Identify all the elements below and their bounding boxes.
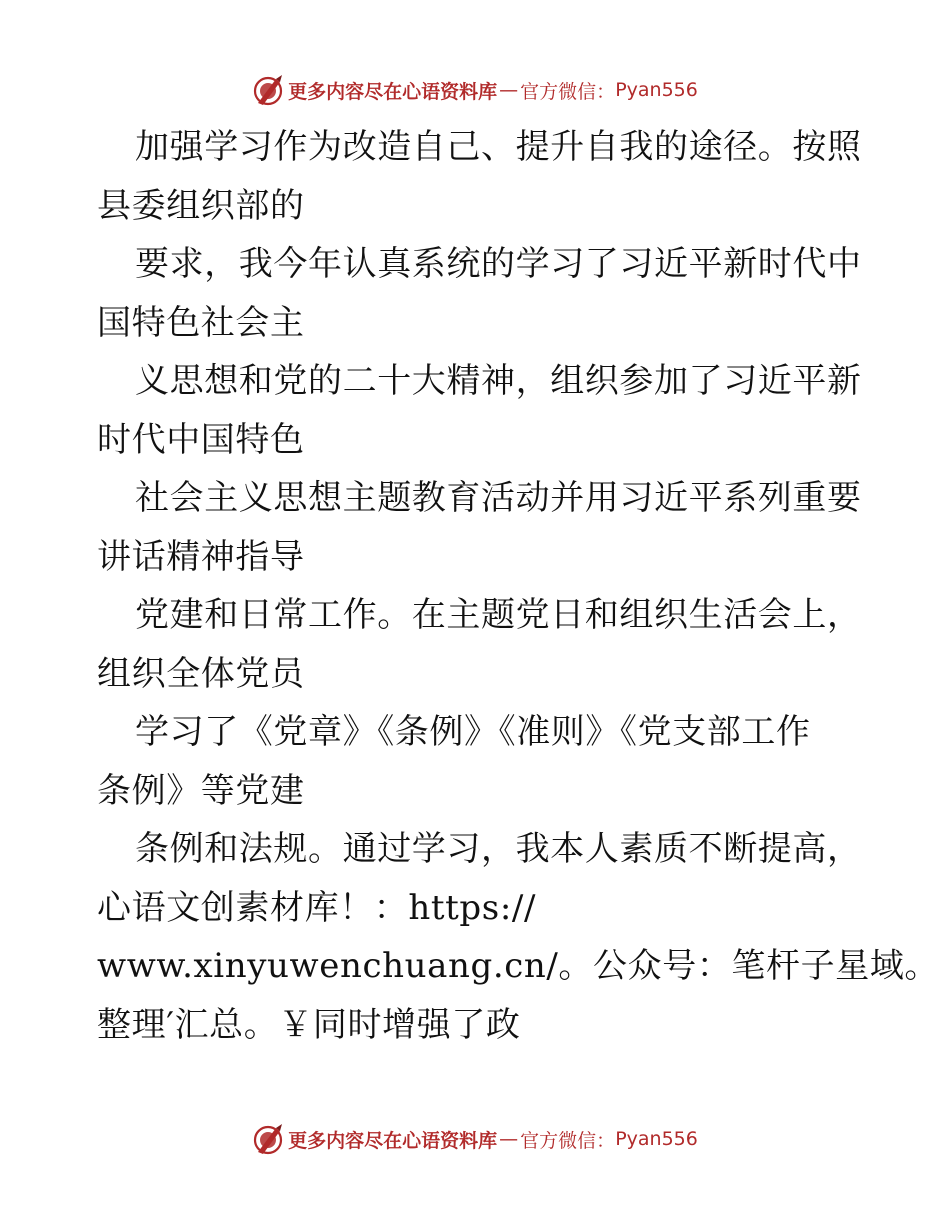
header-wechat-id: Pyan556: [615, 79, 698, 101]
text-line: 义思想和党的二十大精神，组织参加了习近平新: [135, 361, 862, 401]
text-line: 加强学习作为改造自己、提升自我的途径。按照: [135, 127, 862, 167]
text-line: 组织全体党员: [97, 653, 305, 694]
text-line: 县委组织部的: [97, 185, 305, 226]
text-line: 社会主义思想主题教育活动并用习近平系列重要: [135, 478, 862, 518]
text-line: 条例》等党建: [97, 770, 305, 811]
header-banner: [0, 70, 950, 110]
footer-brand-text: 更多内容尽在心语资料库: [288, 1129, 498, 1152]
footer-dash: —: [499, 1128, 519, 1150]
header-brand-text: 更多内容尽在心语资料库: [288, 80, 498, 103]
text-line: www.xinyuwenchuang.cn/。公众号：笔杆子星域。: [97, 946, 940, 986]
footer-wechat-label: 官方微信：: [520, 1129, 616, 1152]
text-line: 要求，我今年认真系统的学习了习近平新时代中: [135, 244, 862, 284]
document-body: [97, 118, 940, 1054]
header-dash: —: [499, 79, 519, 101]
text-line: 学习了《党章》《条例》《准则》《党支部工作: [135, 712, 811, 752]
text-line: 条例和法规。通过学习，我本人素质不断提高，: [135, 829, 862, 869]
brush-logo-icon: [252, 73, 286, 107]
text-line: 整理′汇总。￥同时增强了政: [97, 1004, 521, 1045]
text-line: 时代中国特色: [97, 419, 305, 460]
header-wechat-label: 官方微信：: [520, 80, 616, 103]
text-line: 讲话精神指导: [97, 536, 305, 577]
text-line: 心语文创素材库！：https://: [97, 887, 537, 928]
text-line: 国特色社会主: [97, 302, 305, 343]
footer-wechat-id: Pyan556: [615, 1128, 698, 1150]
footer-banner: [0, 1119, 950, 1159]
brush-logo-icon: [252, 1122, 286, 1156]
text-line: 党建和日常工作。在主题党日和组织生活会上，: [135, 595, 862, 635]
